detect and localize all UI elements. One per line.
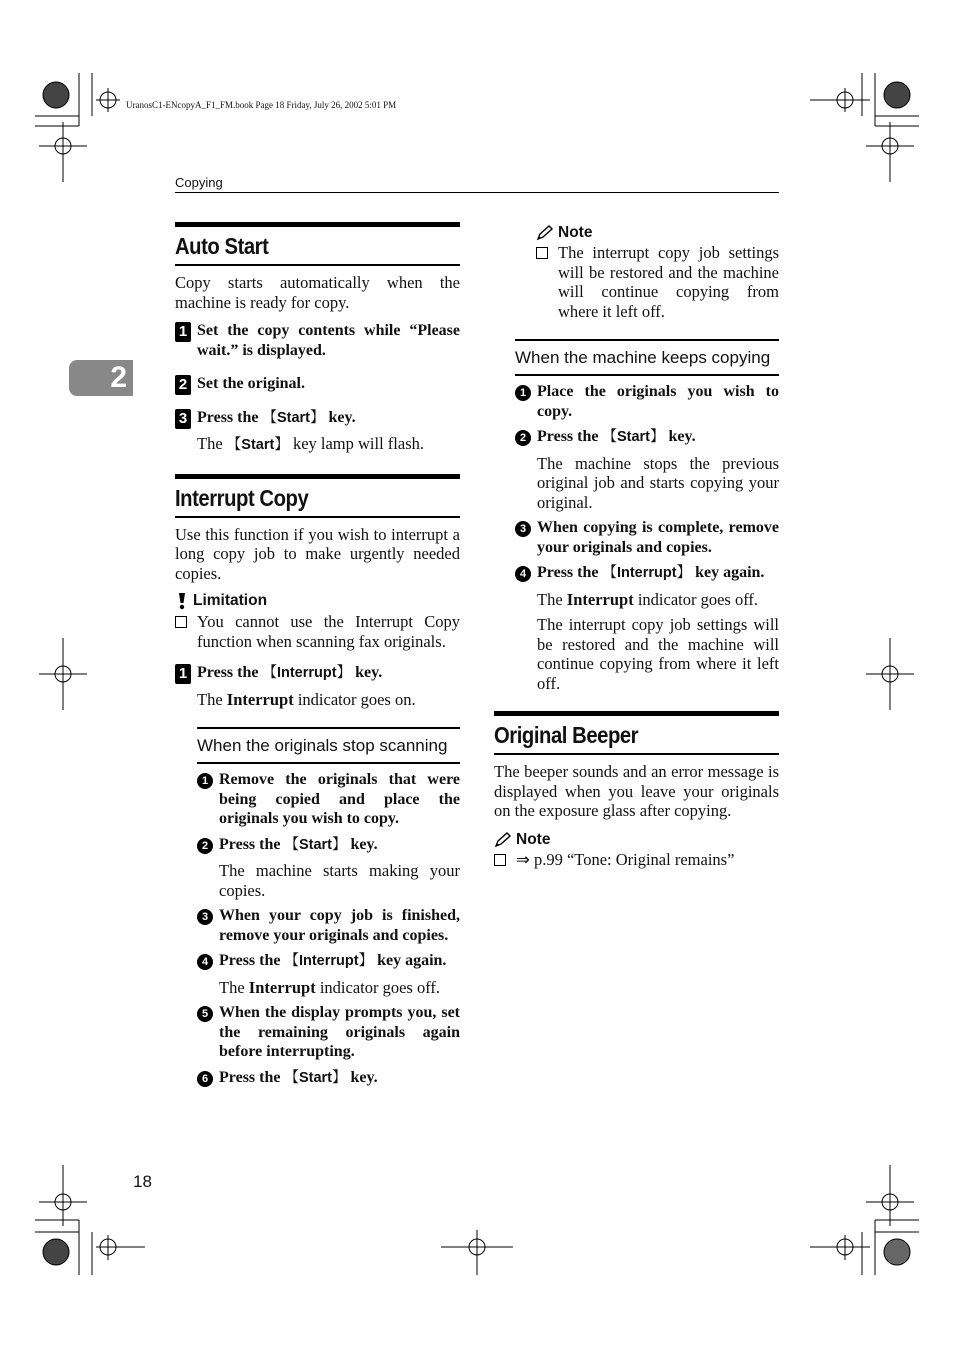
stop-scanning-step-4: 4 Press the 【Interrupt】 key again. bbox=[197, 951, 460, 972]
page-number: 18 bbox=[133, 1172, 152, 1191]
subsection-title-stop-scanning: When the originals stop scanning bbox=[197, 727, 460, 764]
beeper-note-heading: Note bbox=[494, 831, 779, 849]
keeps-copying-step-4-result: The Interrupt indicator goes off. bbox=[537, 589, 759, 609]
step-number: 2 bbox=[175, 375, 191, 395]
interrupt-copy-intro: Use this function if you wish to interrupt a long copy job to make urgently needed copies. bbox=[175, 524, 460, 583]
limitation-heading: Limitation bbox=[175, 592, 460, 610]
pencil-note-icon bbox=[494, 832, 512, 848]
stop-scanning-step-3: 3 When your copy job is finished, remove your originals and copies. bbox=[197, 906, 460, 945]
header-rule bbox=[175, 192, 779, 193]
subsection-title-keeps-copying: When the machine keeps copying bbox=[515, 339, 779, 376]
stop-scanning-step-5: 5 When the display prompts you, set the remaining originals again before interrupting. bbox=[197, 1003, 460, 1062]
note-item: The interrupt copy job settings will be restored and the machine will continue copying from where it left off. bbox=[536, 243, 779, 321]
checkbox-bullet-icon bbox=[175, 616, 187, 628]
section-title-original-beeper: Original Beeper bbox=[494, 711, 779, 755]
limitation-icon bbox=[175, 592, 189, 610]
stop-scanning-step-2: 2 Press the 【Start】 key. bbox=[197, 835, 460, 856]
left-column bbox=[175, 222, 460, 1088]
keeps-copying-block bbox=[515, 339, 779, 693]
section-title-auto-start: Auto Start bbox=[175, 222, 460, 266]
stop-scanning-step-6: 6 Press the 【Start】 key. bbox=[197, 1068, 460, 1089]
note-heading: Note bbox=[536, 224, 779, 242]
auto-start-step-2: 2 Set the original. bbox=[175, 374, 460, 394]
interrupt-step-1-result: The Interrupt indicator goes on. bbox=[197, 689, 416, 709]
chapter-tab bbox=[69, 360, 133, 396]
interrupt-step-1: 1 Press the 【Interrupt】 key. bbox=[175, 663, 460, 684]
beeper-note-item bbox=[494, 850, 779, 870]
auto-start-step-3: 3 Press the 【Start】 key. bbox=[175, 408, 460, 429]
step-number: 1 bbox=[175, 664, 191, 684]
running-head: Copying bbox=[175, 175, 223, 190]
auto-start-step-1: 1 Set the copy contents while “Please wait.” is displayed. bbox=[175, 321, 460, 360]
step-number: 3 bbox=[175, 409, 191, 429]
start-key-label: 【Start】 bbox=[262, 409, 325, 426]
limitation-item: You cannot use the Interrupt Copy function when scanning fax originals. bbox=[175, 612, 460, 651]
keeps-copying-step-2: 2 Press the 【Start】 key. bbox=[515, 427, 779, 448]
keeps-copying-step-4-result-2: The interrupt copy job settings will be restored and the machine will continue copying from where it left off. bbox=[537, 615, 779, 693]
chapter-tab-number: 2 bbox=[110, 361, 127, 394]
keeps-copying-step-3: 3 When copying is complete, remove your originals and copies. bbox=[515, 518, 779, 557]
stop-scanning-step-2-result: The machine starts making your copies. bbox=[219, 861, 460, 900]
cross-reference-link[interactable]: ⇒ p.99 “Tone: Original remains” bbox=[516, 849, 735, 869]
stop-scanning-block bbox=[197, 727, 460, 1088]
keeps-copying-step-2-result: The machine stops the previous original job and starts copying your original. bbox=[537, 453, 779, 512]
pencil-note-icon bbox=[536, 225, 554, 241]
checkbox-bullet-icon bbox=[536, 247, 548, 259]
interrupt-note bbox=[536, 224, 779, 321]
keeps-copying-step-1: 1 Place the originals you wish to copy. bbox=[515, 382, 779, 421]
step-number: 1 bbox=[175, 322, 191, 342]
auto-start-intro: Copy starts automatically when the machine is ready for copy. bbox=[175, 273, 460, 312]
book-info: UranosC1-ENcopyA_F1_FM.book Page 18 Friday, July 26, 2002 5:01 PM bbox=[126, 100, 397, 110]
section-title-interrupt-copy: Interrupt Copy bbox=[175, 474, 460, 518]
checkbox-bullet-icon bbox=[494, 854, 506, 866]
keeps-copying-step-4: 4 Press the 【Interrupt】 key again. bbox=[515, 563, 779, 584]
original-beeper-intro: The beeper sounds and an error message is displayed when you leave your originals on the exposure glass after copying. bbox=[494, 762, 779, 820]
auto-start-result: The 【Start】 key lamp will flash. bbox=[197, 434, 425, 453]
right-column bbox=[494, 222, 779, 869]
stop-scanning-step-4-result: The Interrupt indicator goes off. bbox=[219, 977, 441, 997]
stop-scanning-step-1: 1 Remove the originals that were being copied and place the originals you wish to copy. bbox=[197, 770, 460, 829]
